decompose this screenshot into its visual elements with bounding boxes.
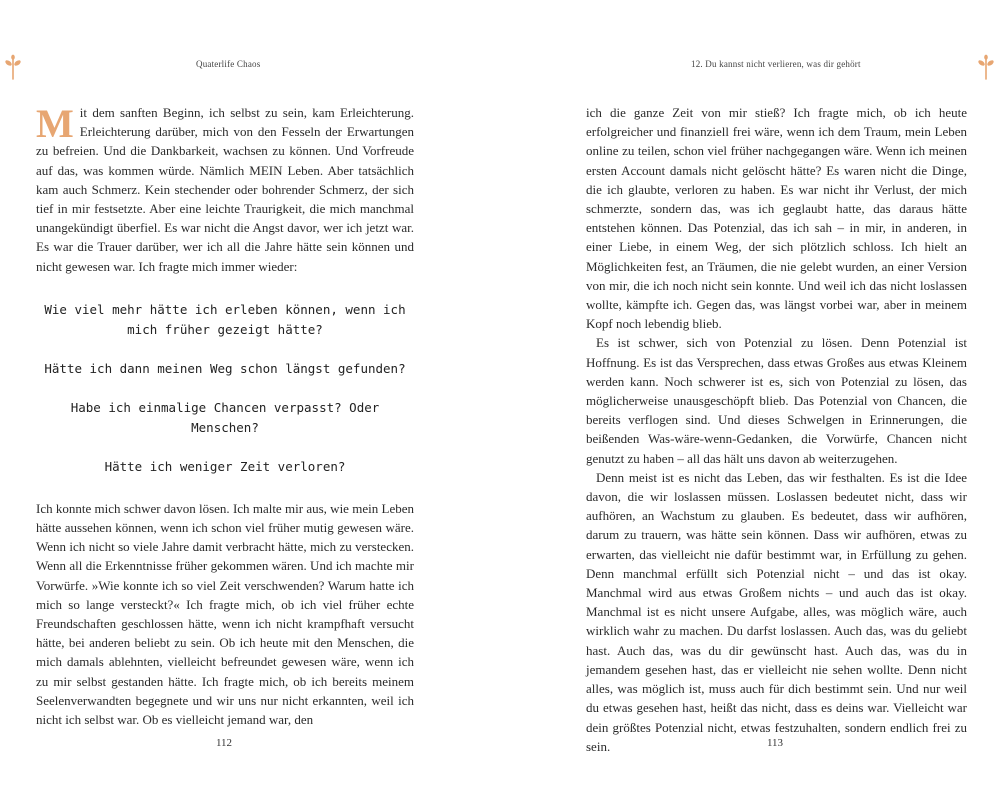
page-number-right: 113 [766, 737, 784, 749]
paragraph-3: Denn meist ist es nicht das Leben, das wir festhalten. Es ist die Idee davon, die wir loslassen müssen. Loslassen bedeutet nicht, dass wir aufhören, an Wachstum zu glauben. Es bedeutet, dass wir aufhören, darum zu trauern, was hätte sein können. Dass wir aufhören, etwas zu erwarten, das vielleicht nie dafür bestimmt war, in Erfüllung zu gehen. Denn manchmal erfüllt sich Potenzial nicht – und das ist okay. Manchmal wird aus etwas Großem nichts – und auch das ist okay. Manchmal ist es nicht unsere Aufgabe, alles, was möglich wäre, auch wirklich wahr zu machen. Du darfst loslassen. Auch das, was du geliebt hast. Auch das, was du dir gewünscht hast. Auch das, was du in jemandem gesehen hast, das er vielleicht nie sehen wollte. Denn nicht alles, was möglich ist, muss auch für dich bestimmt sein. Und nur weil du etwas gesehen hast, heißt das nicht, dass es deins war. Vielleicht war dein größtes Potenzial nicht, etwas festzuhalten, sondern endlich frei zu sein. [586, 469, 967, 754]
running-head-right: 12. Du kannst nicht verlieren, was dir gehört [691, 59, 861, 69]
running-head-left: Quaterlife Chaos [196, 59, 261, 69]
opening-paragraph-text: it dem sanften Beginn, ich selbst zu sein, kam Erleichterung. Erleichterung darüber, mich von den Fesseln der Erwartungen zu befreien. Und die Dankbarkeit, wachsen zu können. Und Vorfreude auf das, was kommen würde. Nämlich MEIN Leben. Aber tatsächlich kam auch Schmerz. Kein stechender oder bohrender Schmerz, der sich tief in mir festsetzte. Aber eine leichte Traurigkeit, die mich manchmal unangekündigt überfiel. Es war nicht die Angst davor, wer ich jetzt war. Es war die Trauer darüber, wer ich all die Jahre hätte sein können und nicht gewesen war. Ich fragte mich immer wieder: [36, 105, 414, 274]
paragraph-1: ich die ganze Zeit von mir stieß? Ich fragte mich, ob ich heute erfolgreicher und finanziell frei wäre, wenn ich dem Traum, mein Leben online zu teilen, schon viel früher nachgegangen wäre. Wenn ich meinen ersten Account damals nicht gelöscht hätte? Es waren nicht die Dinge, die ich glaubte, verloren zu haben. Es war nicht ihr Verlust, der mich schmerzte, sondern das, was ich geglaubt hatte, das daraus hätte entstehen können. Das Potenzial, das ich sah – in mir, in anderen, in einer Liebe, in einem Weg, der sich plötzlich schloss. Ich hielt an Möglichkeiten fest, an Träumen, die nie gelebt wurden, an einer Version von mir, die ich noch nicht sein konnte. Und weil ich das nicht loslassen wollte, kämpfte ich. Gegen das, was längst vorbei war, aber in meinem Kopf noch lebendig blieb. [586, 105, 967, 332]
question-1: Wie viel mehr hätte ich erleben können, wenn ich mich früher gezeigt hätte? [44, 301, 406, 337]
sprig-ornament-icon [977, 54, 995, 80]
drop-cap: M [36, 101, 74, 146]
right-page-text [586, 103, 967, 756]
left-page-text [36, 103, 414, 729]
page-number-left: 112 [215, 737, 233, 749]
question-2: Hätte ich dann meinen Weg schon längst gefunden? [44, 360, 406, 376]
sprig-ornament-icon [4, 54, 22, 80]
closing-paragraph: Ich konnte mich schwer davon lösen. Ich malte mir aus, wie mein Leben hätte aussehen können, wenn ich schon viel früher mutig gewesen wäre. Wenn ich nicht so viele Jahre damit verbracht hätte, mich zu verstecken. Wenn all die Erkenntnisse früher gekommen wären. Und ich machte mir Vorwürfe. »Wie konnte ich so viel Zeit verschwenden? Warum hatte ich mich so lange versteckt?« Ich fragte mich, ob ich viel früher echte Freundschaften geschlossen hätte, wenn ich nicht krampfhaft versucht hätte, bei anderen beliebt zu sein. Ob ich heute mit den Menschen, die mich damals ablehnten, vielleicht befreundet gewesen wäre, wenn ich zu mir selbst gestanden hätte. Ich fragte mich, ob ich bereits meinem Seelenverwandten begegnete und wir uns nur nicht erkannten, weil ich nicht ich selbst war. Ob es vielleicht jemand war, den [36, 500, 414, 728]
right-page [500, 0, 1000, 800]
question-list [36, 300, 414, 477]
question-3: Habe ich einmalige Chancen verpasst? Oder Menschen? [70, 399, 380, 435]
opening-paragraph [36, 103, 414, 276]
question-4: Hätte ich weniger Zeit verloren? [104, 458, 346, 474]
paragraph-2: Es ist schwer, sich von Potenzial zu lösen. Denn Potenzial ist Hoffnung. Es ist das Versprechen, dass etwas Großes aus etwas Kleinem werden kann. Noch schwerer ist es, sich von Potenzial zu lösen, das möglicherweise unausgeschöpft blieb. Das Potenzial von Chancen, die bereits verflogen sind. Und dieses Schwelgen in Erinnerungen, die beißenden Was-wäre-wenn-Gedanken, die Vorwürfe, Chancen nicht genutzt zu haben – all das hält uns davon ab weiterzugehen. [586, 335, 967, 466]
